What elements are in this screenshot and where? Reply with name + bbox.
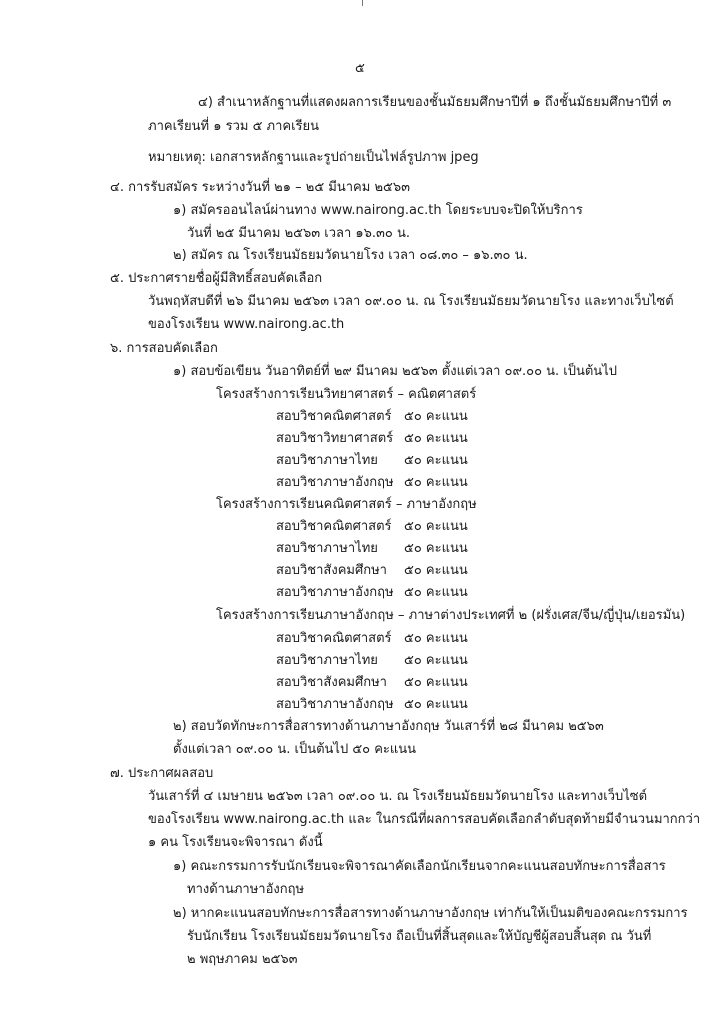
subject-score: ๕๐ คะแนน — [404, 697, 468, 712]
section5-line2: ของโรงเรียน www.nairong.ac.th — [148, 317, 345, 332]
subject-name: สอบวิชาภาษาอังกฤษ — [276, 585, 394, 600]
section7-heading: ๗. ประกาศผลสอบ — [110, 766, 214, 781]
subject-score: ๕๐ คะแนน — [404, 541, 468, 556]
program-title: โครงสร้างการเรียนวิทยาศาสตร์ – คณิตศาสตร์ — [216, 387, 477, 402]
top-fold-mark — [362, 0, 363, 6]
subject-name: สอบวิชาสังคมศึกษา — [276, 563, 387, 578]
section6-skill-line1: ๒) สอบวัดทักษะการสื่อสารทางด้านภาษาอังกฤษ วันเสาร์ที่ ๒๘ มีนาคม ๒๕๖๓ — [173, 719, 604, 734]
subject-score: ๕๐ คะแนน — [404, 675, 468, 690]
criterion2-line1: ๒) หากคะแนนสอบทักษะการสื่อสารทางด้านภาษาอังกฤษ เท่ากันให้เป็นมติของคณะกรรมการ — [173, 906, 688, 921]
program-title: โครงสร้างการเรียนคณิตศาสตร์ – ภาษาอังกฤษ — [216, 497, 477, 512]
subject-score: ๕๐ คะแนน — [404, 409, 468, 424]
subject-name: สอบวิชาคณิตศาสตร์ — [276, 409, 392, 424]
item4-doc-line1: ๔) สำเนาหลักฐานที่แสดงผลการเรียนของชั้นมัธยมศึกษาปีที่ ๑ ถึงชั้นมัธยมศึกษาปีที่ ๓ — [198, 95, 672, 110]
section6-heading: ๖. การสอบคัดเลือก — [110, 341, 218, 356]
subject-name: สอบวิชาภาษาไทย — [276, 653, 378, 668]
section7-line3: ๑ คน โรงเรียนจะพิจารณา ดังนี้ — [148, 835, 323, 850]
subject-name: สอบวิชาคณิตศาสตร์ — [276, 631, 392, 646]
subject-score: ๕๐ คะแนน — [404, 431, 468, 446]
subject-name: สอบวิชาวิทยาศาสตร์ — [276, 431, 394, 446]
section4-online-line2: วันที่ ๒๕ มีนาคม ๒๕๖๓ เวลา ๑๖.๓๐ น. — [187, 226, 411, 241]
page-number: ๕ — [355, 61, 365, 76]
subject-score: ๕๐ คะแนน — [404, 631, 468, 646]
subject-name: สอบวิชาสังคมศึกษา — [276, 675, 387, 690]
subject-name: สอบวิชาภาษาอังกฤษ — [276, 475, 394, 490]
section6-written-exam: ๑) สอบข้อเขียน วันอาทิตย์ที่ ๒๙ มีนาคม ๒๕๖๓ ตั้งแต่เวลา ๐๙.๐๐ น. เป็นต้นไป — [173, 364, 617, 379]
section5-heading: ๕. ประกาศรายชื่อผู้มีสิทธิ์สอบคัดเลือก — [110, 271, 323, 286]
criterion1-line2: ทางด้านภาษาอังกฤษ — [187, 882, 305, 897]
subject-name: สอบวิชาภาษาอังกฤษ — [276, 697, 394, 712]
subject-score: ๕๐ คะแนน — [404, 453, 468, 468]
criterion1-line1: ๑) คณะกรรมการรับนักเรียนจะพิจารณาคัดเลือกนักเรียนจากคะแนนสอบทักษะการสื่อสาร — [173, 859, 666, 874]
section5-line1: วันพฤหัสบดีที่ ๒๖ มีนาคม ๒๕๖๓ เวลา ๐๙.๐๐ น. ณ โรงเรียนมัธยมวัดนายโรง และทางเว็บไซต์ — [148, 294, 674, 309]
criterion2-line2: รับนักเรียน โรงเรียนมัธยมวัดนายโรง ถือเป็นที่สิ้นสุดและให้บัญชีผู้สอบสิ้นสุด ณ วันที่ — [187, 929, 652, 944]
subject-score: ๕๐ คะแนน — [404, 653, 468, 668]
section7-line2: ของโรงเรียน www.nairong.ac.th และ ในกรณีที่ผลการสอบคัดเลือกลำดับสุดท้ายมีจำนวนมากกว่า — [148, 812, 701, 827]
subject-name: สอบวิชาคณิตศาสตร์ — [276, 519, 392, 534]
subject-name: สอบวิชาภาษาไทย — [276, 453, 378, 468]
item4-doc-line2: ภาคเรียนที่ ๑ รวม ๕ ภาคเรียน — [148, 119, 320, 134]
section6-skill-line2: ตั้งแต่เวลา ๐๙.๐๐ น. เป็นต้นไป ๕๐ คะแนน — [173, 742, 417, 757]
criterion2-line3: ๒ พฤษภาคม ๒๕๖๓ — [187, 952, 298, 967]
subject-score: ๕๐ คะแนน — [404, 563, 468, 578]
section4-online-line1: ๑) สมัครออนไลน์ผ่านทาง www.nairong.ac.th โดยระบบจะปิดให้บริการ — [173, 203, 583, 218]
remark-note: หมายเหตุ: เอกสารหลักฐานและรูปถ่ายเป็นไฟล์รูปภาพ jpeg — [148, 150, 479, 165]
subject-score: ๕๐ คะแนน — [404, 585, 468, 600]
section4-heading: ๔. การรับสมัคร ระหว่างวันที่ ๒๑ – ๒๕ มีนาคม ๒๕๖๓ — [110, 180, 411, 195]
program-title: โครงสร้างการเรียนภาษาอังกฤษ – ภาษาต่างประเทศที่ ๒ (ฝรั่งเศส/จีน/ญี่ปุ่น/เยอรมัน) — [216, 608, 686, 623]
section7-line1: วันเสาร์ที่ ๔ เมษายน ๒๕๖๓ เวลา ๐๙.๐๐ น. ณ โรงเรียนมัธยมวัดนายโรง และทางเว็บไซต์ — [148, 789, 648, 804]
subject-score: ๕๐ คะแนน — [404, 519, 468, 534]
subject-score: ๕๐ คะแนน — [404, 475, 468, 490]
section4-onsite: ๒) สมัคร ณ โรงเรียนมัธยมวัดนายโรง เวลา ๐๘.๓๐ – ๑๖.๓๐ น. — [173, 248, 528, 263]
subject-name: สอบวิชาภาษาไทย — [276, 541, 378, 556]
